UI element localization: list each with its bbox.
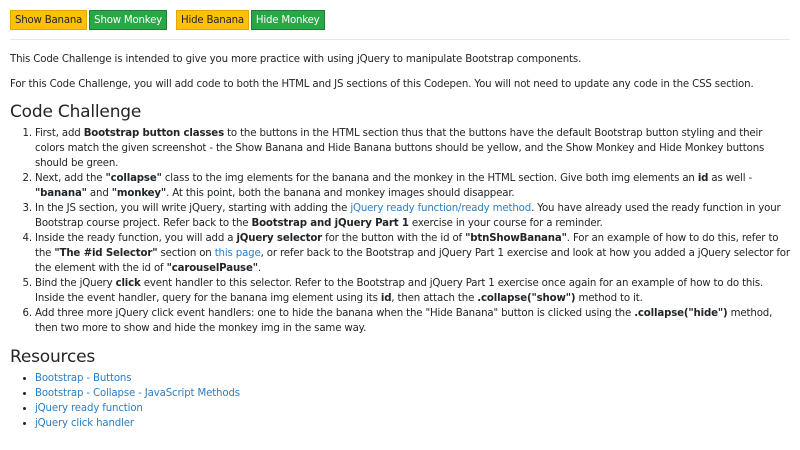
show-monkey-button[interactable]: Show Monkey: [89, 10, 167, 30]
step-bold: jQuery selector: [236, 233, 323, 244]
hide-monkey-button[interactable]: Hide Monkey: [251, 10, 325, 30]
resource-item: [35, 401, 790, 416]
resources-heading: Resources: [10, 347, 96, 367]
step-5: [35, 276, 790, 306]
jquery-ready-function-link[interactable]: jQuery ready function: [35, 403, 143, 414]
step-text: Add three more jQuery click event handlers: one to hide the banana when the "Hide Banana" button is clicked using the: [35, 308, 635, 319]
intro-paragraph-1: This Code Challenge is intended to give you more practice with using jQuery to manipulate Bootstrap components.: [10, 54, 582, 65]
step-1: [35, 126, 790, 171]
step-bold: .collapse("show"): [477, 293, 576, 304]
step-text: and: [86, 188, 112, 199]
step-text: Next, add the: [35, 173, 106, 184]
resource-item: [35, 386, 790, 401]
step-bold: "The #id Selector": [54, 248, 158, 259]
step-bold: .collapse("hide"): [634, 308, 728, 319]
step-text: to the buttons in the HTML section thus that the buttons have the default Bootstrap button styling and their colors match the given screenshot - the Show Banana and Hide Banana buttons should be yellow, and the Show Monkey and Hide Monkey buttons should be green.: [35, 128, 765, 169]
this-page-link[interactable]: this page: [214, 248, 261, 259]
step-text: class to the img elements for the banana and the monkey in the HTML section. Give both img elements an: [161, 173, 698, 184]
step-bold: click: [115, 278, 141, 289]
step-bold: "collapse": [105, 173, 162, 184]
step-3: [35, 201, 790, 231]
step-bold: "carouselPause": [166, 263, 258, 274]
step-text: .: [257, 263, 261, 274]
step-text: . You have already used the ready function in your Bootstrap course project. Refer back to the: [35, 203, 781, 229]
step-text: , then attach the: [391, 293, 478, 304]
resources-list: [10, 371, 790, 431]
challenge-steps-list: [10, 126, 790, 336]
step-text: First, add: [35, 128, 84, 139]
hide-banana-button[interactable]: Hide Banana: [176, 10, 249, 30]
step-bold: "monkey": [111, 188, 167, 199]
button-toolbar: [10, 10, 790, 30]
jquery-click-handler-link[interactable]: jQuery click handler: [35, 418, 134, 429]
step-4: [35, 231, 790, 276]
step-bold: "btnShowBanana": [465, 233, 567, 244]
divider: [10, 39, 790, 40]
step-text: In the JS section, you will write jQuery, starting with adding the: [35, 203, 351, 214]
jquery-ready-method-link[interactable]: jQuery ready function/ready method: [350, 203, 532, 214]
step-text: . At this point, both the banana and monkey images should disappear.: [166, 188, 515, 199]
step-text: . For an example of how to do this, refer to the: [35, 233, 779, 259]
bootstrap-collapse-link[interactable]: Bootstrap - Collapse - JavaScript Methods: [35, 388, 240, 399]
step-text: event handler to this selector. Refer to the Bootstrap and jQuery Part 1 exercise once again for an example of how to do this. Inside the event handler, query for the banana img element using its: [35, 278, 764, 304]
step-text: , or refer back to the Bootstrap and jQuery Part 1 exercise and look at how you added a jQuery selector for the element with the id of: [35, 248, 790, 274]
bootstrap-buttons-link[interactable]: Bootstrap - Buttons: [35, 373, 132, 384]
step-2: [35, 171, 790, 201]
step-text: Bind the jQuery: [35, 278, 116, 289]
intro-paragraph-2: For this Code Challenge, you will add code to both the HTML and JS sections of this Codepen. You will not need to update any code in the CSS section.: [10, 79, 754, 90]
step-bold: Bootstrap button classes: [83, 128, 224, 139]
code-challenge-heading: Code Challenge: [10, 102, 142, 122]
button-spacer: [169, 10, 174, 30]
step-text: for the button with the id of: [322, 233, 466, 244]
step-6: [35, 306, 790, 336]
step-text: Inside the ready function, you will add a: [35, 233, 237, 244]
step-bold: id: [380, 293, 392, 304]
step-text: section on: [157, 248, 215, 259]
step-bold: id: [697, 173, 709, 184]
step-text: method to it.: [575, 293, 643, 304]
resource-item: [35, 371, 790, 386]
step-text: as well -: [708, 173, 753, 184]
step-text: method, then two more to show and hide the monkey img in the same way.: [35, 308, 773, 334]
show-banana-button[interactable]: Show Banana: [10, 10, 87, 30]
step-bold: "banana": [35, 188, 87, 199]
resource-item: [35, 416, 790, 431]
step-bold: Bootstrap and jQuery Part 1: [251, 218, 409, 229]
step-text: exercise in your course for a reminder.: [408, 218, 603, 229]
